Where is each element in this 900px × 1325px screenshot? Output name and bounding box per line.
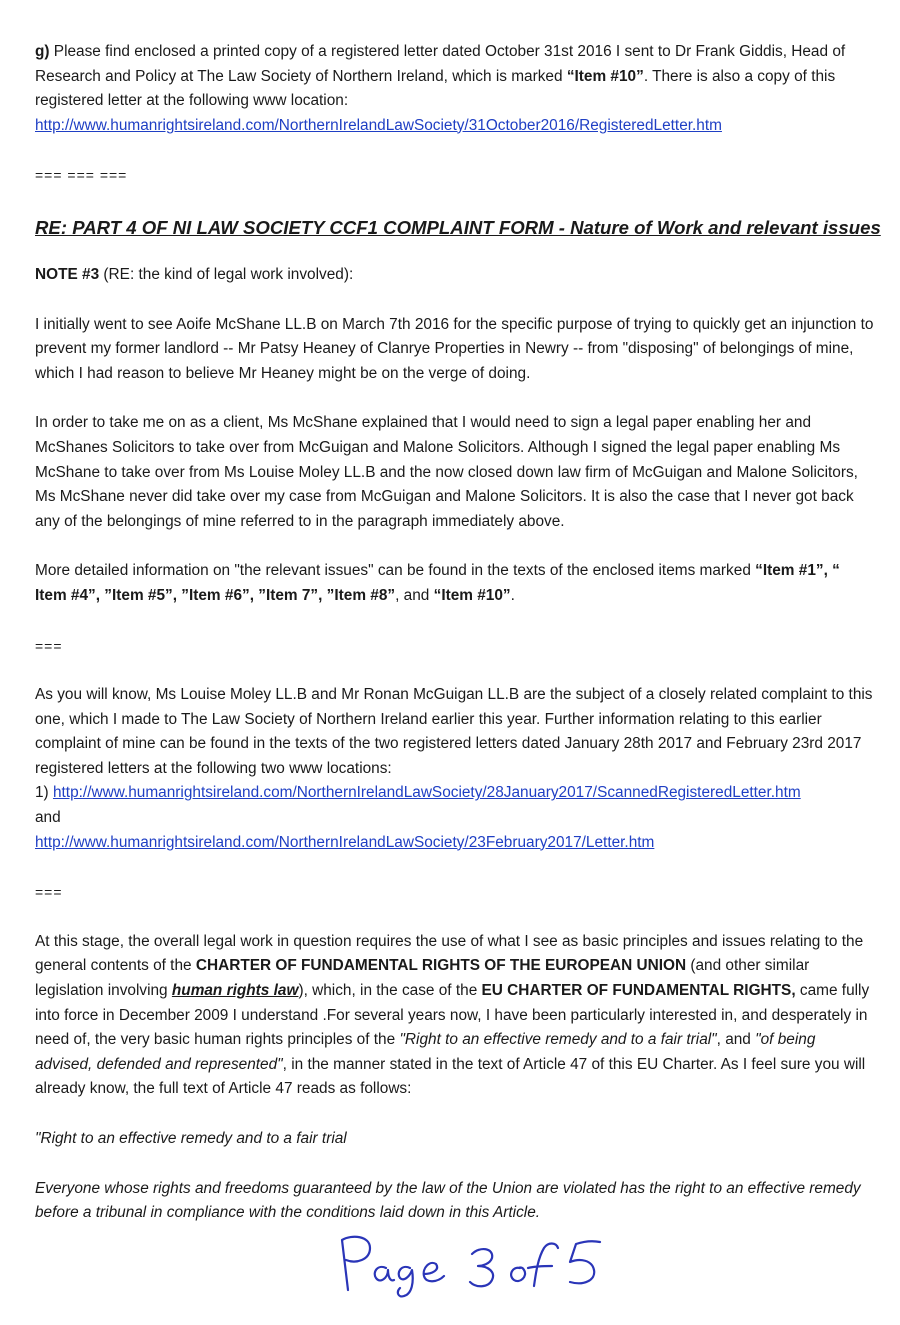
quote-title: "Right to an effective remedy and to a fair trial [35,1130,347,1147]
registered-letter-link[interactable]: http://www.humanrightsireland.com/NorthernIrelandLawSociety/31October2016/RegisteredLetter.htm [35,116,722,134]
paragraph-related-complaint: As you will know, Ms Louise Moley LL.B and Mr Ronan McGuigan LL.B are the subject of a closely related complaint to this one, which I made to The Law Society of Northern Ireland earlier this year. Further information relating to this earlier complaint of mine can be found in the texts of the two registered letters dated January 28th 2017 and February 23rd 2017 registered letters at the following two www locations: 1) http://www.humanrightsireland.com/NorthernIrelandLawSociety/28January2017/ScannedRegisteredLetter.htm and http://www.humanrightsireland.com/NorthernIrelandLawSociety/23February2017/Letter.htm [35,686,873,851]
item-label-g: g) [35,43,50,60]
paragraph-initial-visit: I initially went to see Aoife McShane LL.B on March 7th 2016 for the specific purpose of trying to quickly get an injunction to prevent my former landlord -- Mr Patsy Heaney of Clanrye Properties in Newry -- from "disposing" of belongings of mine, which I had reason to believe Mr Heaney might be on the verge of doing. [35,315,874,382]
paragraph-g: g) Please find enclosed a printed copy of a registered letter dated October 31st 2016 I sent to Dr Frank Giddis, Head of Research and Policy at The Law Society of Northern Ireland, which is marked “Item #10”. There is also a copy of this registered letter at the following www location: http://www.humanrightsireland.com/NorthernIrelandLawSociety/31October2016/RegisteredLetter.htm [35,43,846,134]
paragraph-legal-paper: In order to take me on as a client, Ms McShane explained that I would need to sign a legal paper enabling her and McShanes Solicitors to take over from McGuigan and Malone Solicitors. Although I signed the legal paper enabling Ms McShane to take over from Ms Louise Moley LL.B and the now closed down law firm of McGuigan and Malone Solicitors, Ms McShane never did take over my case from McGuigan and Malone Solicitors. It is also the case that I never got back any of the belongings of mine referred to in the paragraph immediately above. [35,414,858,530]
handwritten-page-number [330,1228,610,1300]
separator: === [35,637,63,654]
paragraph-charter: At this stage, the overall legal work in question requires the use of what I see as basic principles and issues relating to the general contents of the CHARTER OF FUNDAMENTAL RIGHTS OF THE EUROPEAN UNION (and other similar legislation involving human rights law), which, in the case of the EU CHARTER OF FUNDAMENTAL RIGHTS, came fully into force in December 2009 I understand .For several years now, I have been particularly interested in, and desperately in need of, the very basic human rights principles of the "Right to an effective remedy and to a fair trial", and "of being advised, defended and represented", in the manner stated in the text of Article 47 of this EU Charter. As I feel sure you will already know, the full text of Article 47 reads as follows: [35,932,870,1098]
separator: === [35,884,63,901]
paragraph-relevant-issues: More detailed information on "the relevant issues" can be found in the texts of the enclosed items marked “Item #1”, “ Item #4”, ”Item #5”, ”Item #6”, ”Item 7”, ”Item #8”, and “Item #10”. [35,562,840,604]
document-body [35,40,881,1226]
february-letter-link[interactable]: http://www.humanrightsireland.com/NorthernIrelandLawSociety/23February2017/Letter.htm [35,833,655,851]
january-letter-link[interactable]: http://www.humanrightsireland.com/NorthernIrelandLawSociety/28January2017/ScannedRegisteredLetter.htm [52,784,801,802]
section-heading: RE: PART 4 OF NI LAW SOCIETY CCF1 COMPLAINT FORM - Nature of Work and relevant issues [35,216,881,238]
note-3: NOTE #3 (RE: the kind of legal work involved): [35,265,354,283]
quote-body: Everyone whose rights and freedoms guaranteed by the law of the Union are violated has the right to an effective remedy before a tribunal in compliance with the conditions laid down in this Article. [35,1179,861,1222]
separator: === === === [35,167,128,184]
